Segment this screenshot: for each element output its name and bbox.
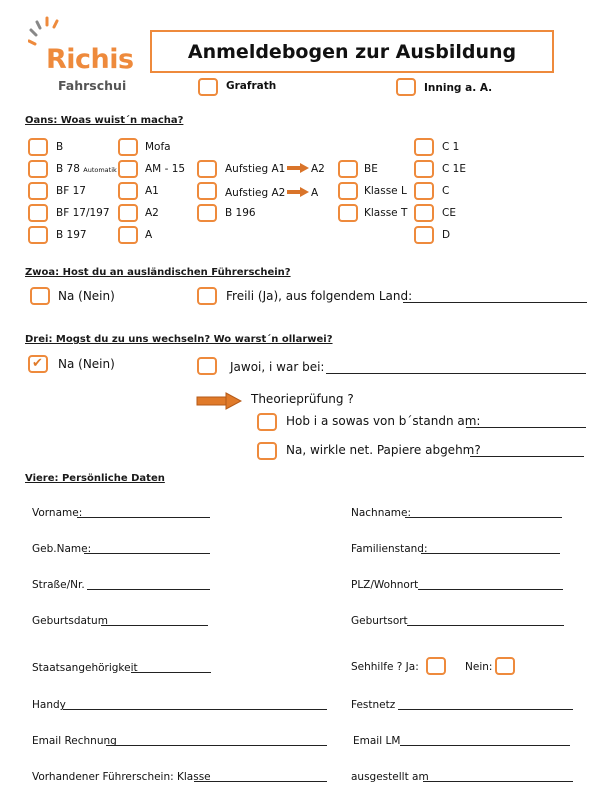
switch-school-yes-label: Jawoi, i war bei:: [230, 360, 325, 374]
foreign-country-field[interactable]: [403, 302, 587, 303]
class-d-label: D: [442, 229, 451, 241]
location-grafrath-checkbox[interactable]: [198, 78, 218, 96]
foreign-license-yes-label: Freili (Ja), aus folgendem Land:: [226, 289, 413, 303]
class-t-label: Klasse T: [364, 207, 408, 219]
class-a1-checkbox[interactable]: [118, 182, 138, 200]
class-l-label: Klasse L: [364, 185, 407, 197]
class-b78-note: Automatik: [83, 166, 117, 174]
aufstieg-a2-label: Aufstieg A2: [225, 187, 286, 199]
previous-school-field[interactable]: [326, 373, 586, 374]
section-2-heading: Zwoa: Host du an ausländischen Führerschein?: [25, 267, 291, 278]
class-a-label: A: [145, 229, 153, 241]
class-b196-label: B 196: [225, 207, 256, 219]
section-3-heading: Drei: Mogst du zu uns wechseln? Wo warst´n ollarwei?: [25, 334, 333, 345]
theory-not-passed-label: Na, wirkle net. Papiere abgehm?: [286, 443, 481, 457]
foreign-license-no-checkbox[interactable]: [30, 287, 50, 305]
class-bf17-checkbox[interactable]: [28, 182, 48, 200]
logo-brand: Richis: [46, 44, 134, 75]
ausgestellt-label: ausgestellt am: [351, 771, 429, 783]
license-class-field[interactable]: [194, 781, 327, 782]
papers-submitted-field[interactable]: [470, 456, 584, 457]
email-rechnung-field[interactable]: [106, 745, 327, 746]
class-d-checkbox[interactable]: [414, 226, 434, 244]
arrow-right-icon: [287, 163, 309, 173]
class-a1-label: A1: [145, 185, 159, 197]
email-rechnung-label: Email Rechnung: [32, 735, 117, 747]
familienstand-field[interactable]: [421, 553, 560, 554]
theory-passed-checkbox[interactable]: [257, 413, 277, 431]
page-title: Anmeldebogen zur Ausbildung: [187, 40, 517, 63]
class-b78-checkbox[interactable]: [28, 160, 48, 178]
class-mofa-checkbox[interactable]: [118, 138, 138, 156]
class-b78-label: [56, 163, 117, 175]
class-ce-checkbox[interactable]: [414, 204, 434, 222]
strasse-label: Straße/Nr.: [32, 579, 85, 591]
nachname-field[interactable]: [405, 517, 562, 518]
sehhilfe-label: Sehhilfe ? Ja:: [351, 661, 419, 673]
switch-school-yes-checkbox[interactable]: [197, 357, 217, 375]
class-bf17-label: BF 17: [56, 185, 86, 197]
aufstieg-a2-target: A: [311, 187, 319, 199]
class-be-label: BE: [364, 163, 378, 175]
class-mofa-label: Mofa: [145, 141, 171, 153]
festnetz-field[interactable]: [398, 709, 573, 710]
class-c-label: C: [442, 185, 450, 197]
class-b196-checkbox[interactable]: [197, 204, 217, 222]
class-b197-label: B 197: [56, 229, 87, 241]
class-a2-checkbox[interactable]: [118, 204, 138, 222]
location-inning-checkbox[interactable]: [396, 78, 416, 96]
class-bf17197-label: BF 17/197: [56, 207, 110, 219]
foreign-license-no-label: Na (Nein): [58, 289, 115, 303]
arrow-right-icon: [196, 392, 242, 410]
logo-rays-icon: [28, 14, 64, 48]
theory-passed-date-field[interactable]: [466, 427, 586, 428]
section-4-heading: Viere: Persönliche Daten: [25, 473, 165, 484]
class-b-checkbox[interactable]: [28, 138, 48, 156]
plz-label: PLZ/Wohnort: [351, 579, 419, 591]
sehhilfe-yes-checkbox[interactable]: [426, 657, 446, 675]
aufstieg-a1-target: A2: [311, 163, 325, 175]
class-c1e-label: C 1E: [442, 163, 466, 175]
class-l-checkbox[interactable]: [338, 182, 358, 200]
class-bf17197-checkbox[interactable]: [28, 204, 48, 222]
class-b78-text: B 78: [56, 163, 80, 175]
theory-passed-label: Hob i a sowas von b´standn am:: [286, 414, 481, 428]
class-t-checkbox[interactable]: [338, 204, 358, 222]
class-am15-label: AM - 15: [145, 163, 186, 175]
strasse-field[interactable]: [87, 589, 210, 590]
class-ce-label: CE: [442, 207, 456, 219]
class-a-checkbox[interactable]: [118, 226, 138, 244]
class-b197-checkbox[interactable]: [28, 226, 48, 244]
class-c-checkbox[interactable]: [414, 182, 434, 200]
switch-school-no-checkbox[interactable]: [28, 355, 48, 373]
class-c1e-checkbox[interactable]: [414, 160, 434, 178]
plz-field[interactable]: [418, 589, 563, 590]
logo-subtitle: Fahrschui: [58, 78, 127, 93]
gebname-field[interactable]: [84, 553, 210, 554]
section-1-heading: Oans: Woas wuist´n macha?: [25, 115, 184, 126]
foreign-license-yes-checkbox[interactable]: [197, 287, 217, 305]
email-lm-label: Email LM: [353, 735, 401, 747]
arrow-right-icon: [287, 187, 309, 197]
ausgestellt-field[interactable]: [423, 781, 573, 782]
handy-label: Handy: [32, 699, 66, 711]
aufstieg-a1-checkbox[interactable]: [197, 160, 217, 178]
class-be-checkbox[interactable]: [338, 160, 358, 178]
sehhilfe-no-label: Nein:: [465, 661, 493, 673]
theory-exam-label: Theorieprüfung ?: [251, 392, 354, 406]
email-lm-field[interactable]: [400, 745, 570, 746]
geburtsort-label: Geburtsort: [351, 615, 408, 627]
class-a2-label: A2: [145, 207, 159, 219]
familienstand-label: Familienstand:: [351, 543, 428, 555]
sehhilfe-no-checkbox[interactable]: [495, 657, 515, 675]
staat-label: Staatsangehörigkeit: [32, 662, 138, 674]
vorname-field[interactable]: [77, 517, 210, 518]
class-am15-checkbox[interactable]: [118, 160, 138, 178]
aufstieg-a1-label: Aufstieg A1: [225, 163, 286, 175]
theory-not-passed-checkbox[interactable]: [257, 442, 277, 460]
switch-school-no-label: Na (Nein): [58, 357, 115, 371]
class-c1-checkbox[interactable]: [414, 138, 434, 156]
nachname-label: Nachname:: [351, 507, 412, 519]
geburtsdatum-field[interactable]: [101, 625, 208, 626]
class-b-label: B: [56, 141, 64, 153]
location-grafrath-label: Grafrath: [226, 80, 277, 92]
geburtsort-field[interactable]: [407, 625, 564, 626]
license-class-label: Vorhandener Führerschein: Klasse: [32, 771, 211, 783]
geburtsdatum-label: Geburtsdatum: [32, 615, 108, 627]
title-box: [150, 30, 554, 73]
location-inning-label: Inning a. A.: [424, 82, 493, 94]
handy-field[interactable]: [63, 709, 327, 710]
gebname-label: Geb.Name:: [32, 543, 92, 555]
festnetz-label: Festnetz: [351, 699, 396, 711]
class-c1-label: C 1: [442, 141, 460, 153]
staat-field[interactable]: [131, 672, 211, 673]
aufstieg-a2-checkbox[interactable]: [197, 182, 217, 200]
vorname-label: Vorname:: [32, 507, 83, 519]
